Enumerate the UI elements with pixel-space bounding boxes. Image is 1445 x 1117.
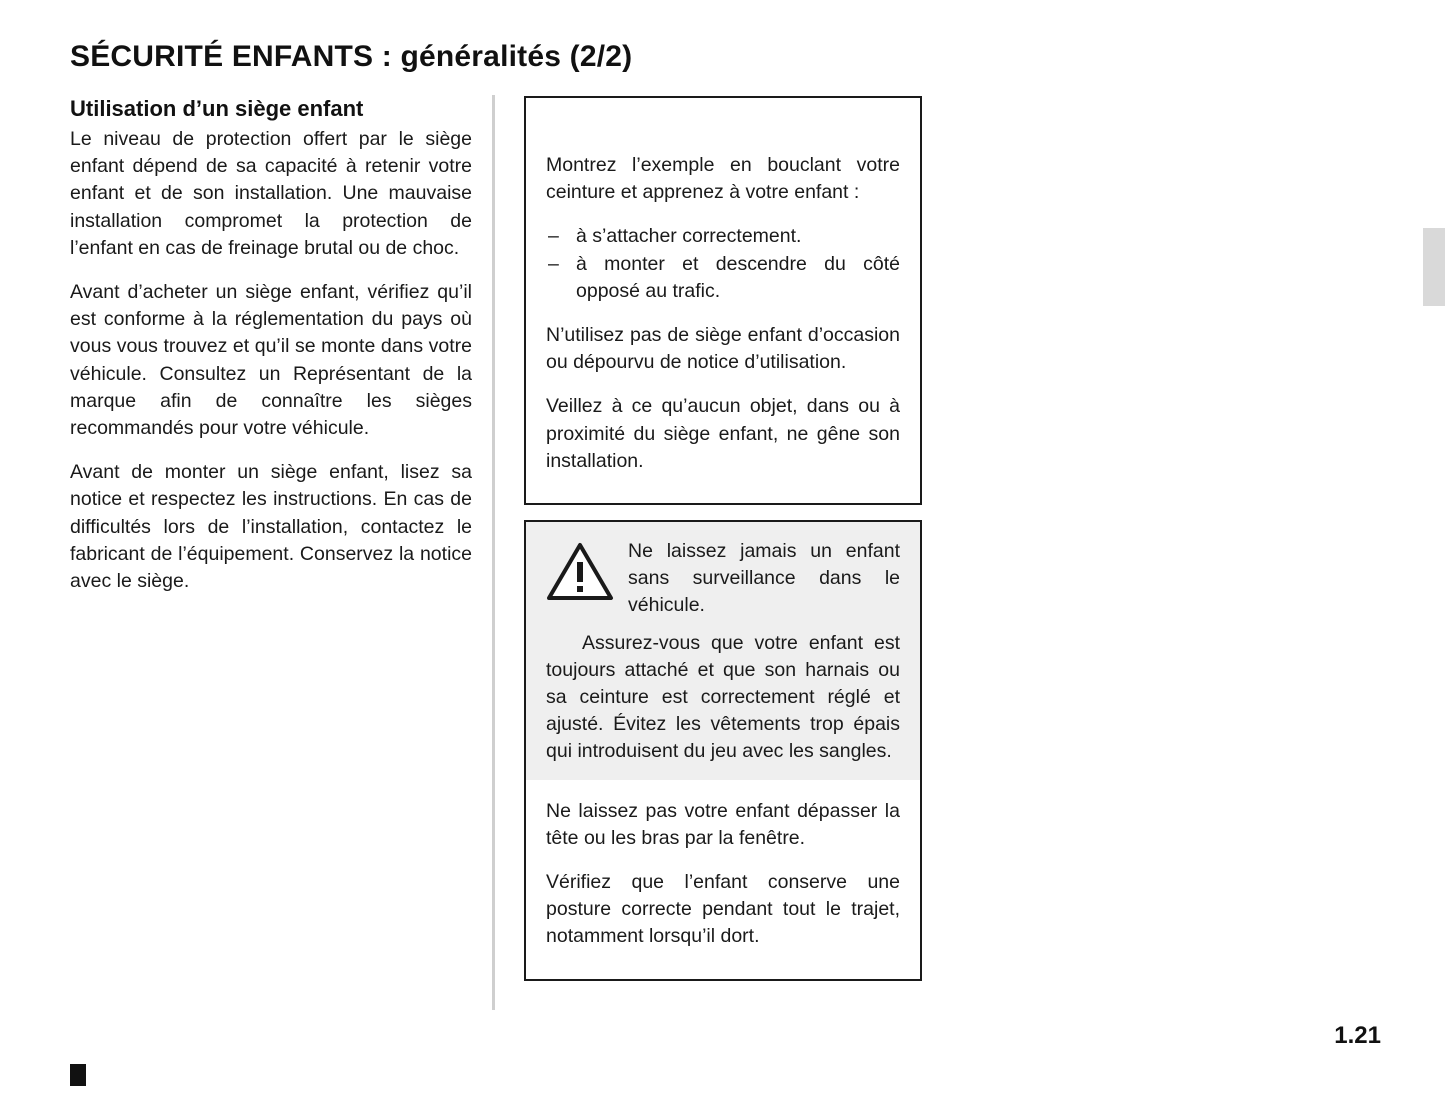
warning-header (526, 522, 920, 622)
list-item-label: à monter et descendre du côté opposé au trafic. (576, 252, 900, 302)
corner-marker (70, 1064, 86, 1086)
paragraph: Le niveau de protection offert par le siège enfant dépend de sa capacité à retenir votre enfant et de son installation. Une mauvaise installation compromet la protection de l’enfant en cas de freinage brutal ou de choc. (70, 128, 472, 259)
paragraph: Assurez-vous que votre enfant est toujours attaché et que son harnais ou sa ceinture est correctement réglé et ajusté. Évitez les vêtements trop épais qui introduisent du jeu avec les sangles. (546, 631, 900, 763)
list-item-label: à s’attacher correctement. (576, 225, 802, 248)
paragraph: Vérifiez que l’enfant conserve une posture correcte pendant tout le trajet, notamment lorsqu’il dort. (546, 871, 900, 948)
info-box-list (546, 223, 900, 305)
warning-box (524, 520, 922, 981)
info-box (524, 96, 922, 505)
list-item (546, 223, 900, 250)
left-column (70, 96, 472, 595)
paragraph: Avant de monter un siège enfant, lisez sa notice et respectez les instructions. En cas de difficultés lors de l’installation, contactez le fabricant de l’équipement. Conservez la notice avec le siège. (70, 461, 472, 593)
list-item (546, 251, 900, 305)
column-divider (492, 95, 495, 1010)
dash-bullet-icon: – (548, 252, 559, 275)
right-column (524, 96, 922, 981)
paragraph: Avant d’acheter un siège enfant, vérifiez qu’il est conforme à la réglementation du pays où vous vous trouvez et qu’il se monte dans votre véhicule. Consultez un Représentant de la marque afin de connaître les sièges recommandés pour votre véhicule. (70, 281, 472, 440)
info-box-intro: Montrez l’exemple en bouclant votre ceinture et apprenez à votre enfant : (546, 154, 900, 204)
section-subheading: Utilisation d’un siège enfant (70, 96, 364, 121)
warning-headline: Ne laissez jamais un enfant sans surveillance dans le véhicule. (628, 540, 900, 617)
warning-highlight (526, 622, 920, 780)
warning-body (546, 780, 900, 951)
page-number: 1.21 (1334, 1022, 1381, 1049)
warning-triangle-icon (546, 540, 614, 602)
dash-bullet-icon: – (548, 225, 559, 248)
page-title: SÉCURITÉ ENFANTS : généralités (2/2) (70, 40, 633, 73)
paragraph: Ne laissez pas votre enfant dépasser la tête ou les bras par la fenêtre. (546, 799, 900, 849)
paragraph: N’utilisez pas de siège enfant d’occasion ou dépourvu de notice d’utilisation. (546, 324, 900, 374)
section-edge-tab (1423, 228, 1445, 306)
paragraph: Veillez à ce qu’aucun objet, dans ou à proximité du siège enfant, ne gêne son installation. (546, 395, 900, 472)
